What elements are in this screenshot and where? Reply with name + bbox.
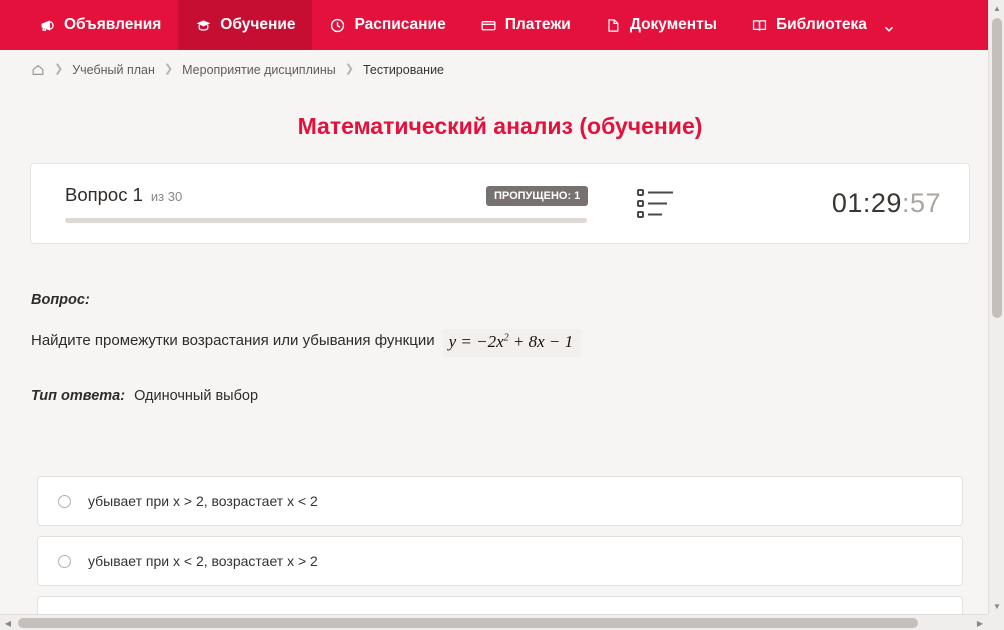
option-label: убывает при x > 2, возрастает x < 2 — [88, 493, 318, 509]
clock-icon — [329, 17, 346, 34]
answer-type-value: Одиночный выбор — [134, 388, 259, 404]
page-title: Математический анализ (обучение) — [297, 113, 703, 139]
question-text-row — [31, 327, 581, 355]
question-heading: Вопрос: — [31, 292, 90, 308]
breadcrumb-separator: ❯ — [344, 63, 354, 75]
radio-button-icon[interactable] — [58, 555, 71, 568]
scroll-left-arrow-icon[interactable]: ◀ — [4, 618, 12, 628]
graduation-cap-icon — [195, 17, 212, 34]
nav-item-documents[interactable] — [588, 0, 734, 50]
nav-item-label: Библиотека — [776, 16, 867, 33]
megaphone-icon — [39, 17, 56, 34]
list-item[interactable] — [37, 476, 963, 526]
credit-card-icon — [480, 17, 497, 34]
horizontal-scrollbar-thumb[interactable] — [18, 618, 918, 628]
scroll-right-arrow-icon[interactable]: ▶ — [976, 618, 984, 628]
breadcrumb-item-discipline-event[interactable]: Мероприятие дисциплины — [182, 62, 336, 77]
book-icon — [751, 17, 768, 34]
question-text: Найдите промежутки возрастания или убывания функции — [31, 332, 435, 349]
horizontal-scrollbar[interactable] — [0, 614, 1004, 630]
nav-item-learning[interactable] — [178, 0, 312, 50]
breadcrumb-item-curriculum[interactable]: Учебный план — [72, 62, 155, 77]
breadcrumb — [30, 62, 444, 77]
answer-type-label: Тип ответа: — [31, 388, 126, 404]
vertical-scrollbar-thumb[interactable] — [992, 18, 1002, 318]
timer-seconds: :57 — [901, 188, 941, 218]
home-icon[interactable] — [30, 62, 45, 77]
nav-item-label: Документы — [629, 16, 717, 33]
list-item[interactable] — [37, 536, 963, 586]
main-navbar — [0, 0, 988, 50]
nav-item-library[interactable] — [734, 0, 910, 50]
nav-item-label: Обучение — [220, 16, 296, 33]
option-label: убывает при x < 2, возрастает x > 2 — [88, 553, 318, 569]
countdown-timer — [721, 188, 969, 219]
question-progress-block — [31, 184, 591, 223]
question-status-card — [30, 163, 970, 244]
vertical-scrollbar[interactable] — [988, 0, 1004, 630]
document-icon — [605, 17, 622, 34]
question-number: Вопрос 1 — [65, 184, 143, 205]
answer-options-list — [37, 476, 963, 630]
progress-bar — [65, 218, 587, 223]
nav-item-payments[interactable] — [463, 0, 588, 50]
breadcrumb-separator: ❯ — [163, 63, 174, 75]
formula-image: $y = -2x^2 + 8x - 1$ — [443, 329, 582, 357]
radio-button-icon[interactable] — [58, 495, 71, 508]
timer-minutes: 01:29 — [831, 188, 902, 218]
breadcrumb-item-testing: Тестирование — [362, 62, 445, 77]
nav-item-label: Объявления — [64, 16, 162, 33]
scroll-up-arrow-icon[interactable]: ▲ — [993, 3, 1001, 13]
scrollbar-corner — [988, 614, 1004, 630]
nav-item-announcements[interactable] — [22, 0, 178, 50]
nav-item-label: Платежи — [504, 16, 571, 33]
answer-type-row — [31, 388, 258, 404]
nav-item-label: Расписание — [354, 16, 446, 33]
question-total: из 30 — [150, 189, 183, 204]
scroll-down-arrow-icon[interactable]: ▼ — [993, 601, 1001, 611]
nav-item-schedule[interactable] — [312, 0, 462, 50]
question-list-icon[interactable] — [591, 187, 721, 221]
skipped-badge: ПРОПУЩЕНО: 1 — [486, 186, 588, 206]
breadcrumb-separator: ❯ — [54, 63, 64, 75]
chevron-down-icon — [884, 21, 893, 30]
